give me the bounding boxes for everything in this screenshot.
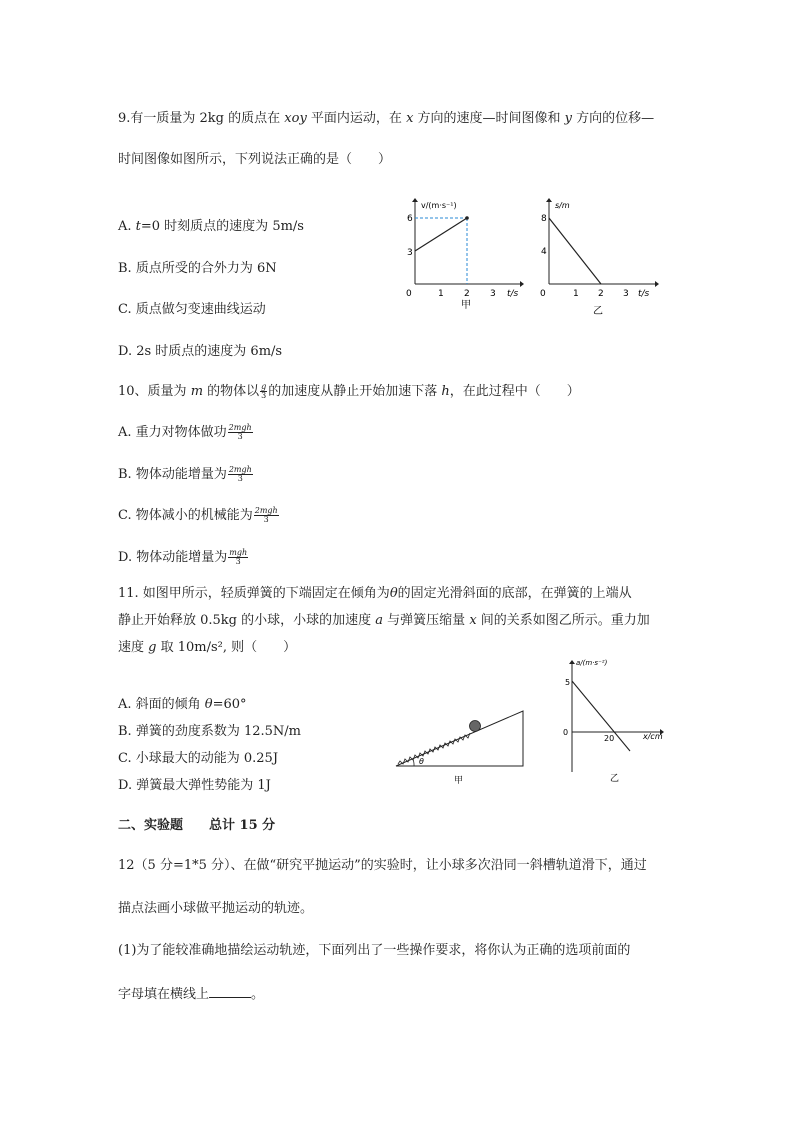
fraction: $\frac{\text{2mgh}}{3}$ <box>228 465 252 483</box>
displacement-line <box>549 218 601 284</box>
q9-option-d: D. 2s 时质点的速度为 6m/s <box>118 344 283 359</box>
q11-stem-line1: 11. 如图甲所示，轻质弹簧的下端固定在倾角为θ的固定光滑斜面的底部，在弹簧的上端从 <box>118 586 632 601</box>
spring <box>398 733 470 764</box>
q9-figure-yi <box>535 196 660 318</box>
y-axis-arrow <box>569 660 575 664</box>
acceleration-line <box>572 681 630 751</box>
q10-stem: 10、质量为 m 的物体以 $\frac{g}{3}$ 的加速度从静止开始加速下落 h，在此过程中（ ） <box>118 382 580 400</box>
figure-caption: 甲 <box>461 300 471 311</box>
q9-option-b: B. 质点所受的合外力为 6N <box>118 261 277 276</box>
x-tick-label: 2 <box>598 289 604 299</box>
section-title: 二、实验题 总计 15 分 <box>118 818 276 833</box>
y-tick-label: 6 <box>407 214 413 224</box>
end-point <box>465 216 469 220</box>
y-axis-label: v/(m·s⁻¹) <box>421 201 457 210</box>
figure-caption: 乙 <box>593 306 603 317</box>
x-tick-label: 2 <box>464 289 470 299</box>
q12-line4: 字母填在横线上 。 <box>118 987 265 1002</box>
q11-option-a: A. 斜面的倾角 θ=60° <box>118 697 247 712</box>
q11-stem-line3: 速度 g 取 10m/s², 则（ ） <box>118 640 297 655</box>
velocity-line <box>415 218 467 251</box>
q11-figure-jia <box>392 706 532 786</box>
x-tick-label: 20 <box>604 734 615 743</box>
y-axis-label: a/(m·s⁻²) <box>576 659 608 667</box>
x-tick-label: 1 <box>438 289 444 299</box>
q11-figure-yi <box>556 656 668 784</box>
q12-line2: 描点法画小球做平抛运动的轨迹。 <box>118 901 314 916</box>
angle-label: θ <box>419 757 424 766</box>
x-tick-label: 3 <box>623 289 629 299</box>
q9-option-a: A. t=0 时刻质点的速度为 5m/s <box>118 219 304 234</box>
q9-stem-line1: 9.有一质量为 2kg 的质点在 xoy 平面内运动，在 x 方向的速度—时间图像和 y 方向的位移— <box>118 111 655 126</box>
q11-option-c: C. 小球最大的动能为 0.25J <box>118 751 279 766</box>
fraction: $\frac{\text{mgh}}{3}$ <box>229 548 248 566</box>
figure-caption: 甲 <box>454 776 464 786</box>
fraction: $\frac{\text{2mgh}}{3}$ <box>254 506 278 524</box>
y-tick-label: 8 <box>541 214 547 224</box>
q10-option-b: B. 物体动能增量为 $\frac{\text{2mgh}}{3}$ <box>118 465 252 483</box>
q10-option-a: A. 重力对物体做功 $\frac{\text{2mgh}}{3}$ <box>118 423 252 441</box>
x-axis-arrow <box>655 281 659 287</box>
y-tick-label: 4 <box>541 247 547 257</box>
y-axis-arrow <box>546 198 552 202</box>
fraction: $\frac{\text{2mgh}}{3}$ <box>228 423 252 441</box>
q11-stem-line2: 静止开始释放 0.5kg 的小球，小球的加速度 a 与弹簧压缩量 x 间的关系如图乙所示。重力加 <box>118 613 650 628</box>
y-tick-label: 5 <box>565 678 571 687</box>
x-axis-label: t/s <box>507 289 519 299</box>
x-axis-label: t/s <box>638 289 650 299</box>
y-axis-arrow <box>412 198 418 202</box>
origin-label: 0 <box>563 728 569 737</box>
ball <box>470 721 481 732</box>
q9-stem-line2: 时间图像如图所示，下列说法正确的是（ ） <box>118 152 392 167</box>
q11-option-d: D. 弹簧最大弹性势能为 1J <box>118 778 271 793</box>
fraction: $\frac{g}{3}$ <box>261 382 267 400</box>
origin-label: 0 <box>540 289 546 299</box>
q9-figure-jia <box>395 196 525 312</box>
y-axis-label: s/m <box>555 201 570 210</box>
angle-arc <box>413 759 414 766</box>
q12-line1: 12（5 分=1*5 分）、在做“研究平抛运动”的实验时，让小球多次沿同一斜槽轨道滑下，通过 <box>118 858 647 873</box>
figure-caption: 乙 <box>610 774 620 784</box>
q9-option-c: C. 质点做匀变速曲线运动 <box>118 302 266 317</box>
q10-option-d: D. 物体动能增量为 $\frac{\text{mgh}}{3}$ <box>118 548 248 566</box>
q12-line3: (1)为了能较准确地描绘运动轨迹，下面列出了一些操作要求，将你认为正确的选项前面的 <box>118 943 631 958</box>
q11-option-b: B. 弹簧的劲度系数为 12.5N/m <box>118 724 301 739</box>
q10-option-c: C. 物体减小的机械能为 $\frac{\text{2mgh}}{3}$ <box>118 506 278 524</box>
x-tick-label: 1 <box>573 289 579 299</box>
y-tick-label: 3 <box>407 248 413 258</box>
x-axis-label: x/cm <box>643 732 663 741</box>
origin-label: 0 <box>406 289 412 299</box>
x-axis-arrow <box>520 281 524 287</box>
x-tick-label: 3 <box>490 289 496 299</box>
answer-blank[interactable] <box>209 985 251 998</box>
